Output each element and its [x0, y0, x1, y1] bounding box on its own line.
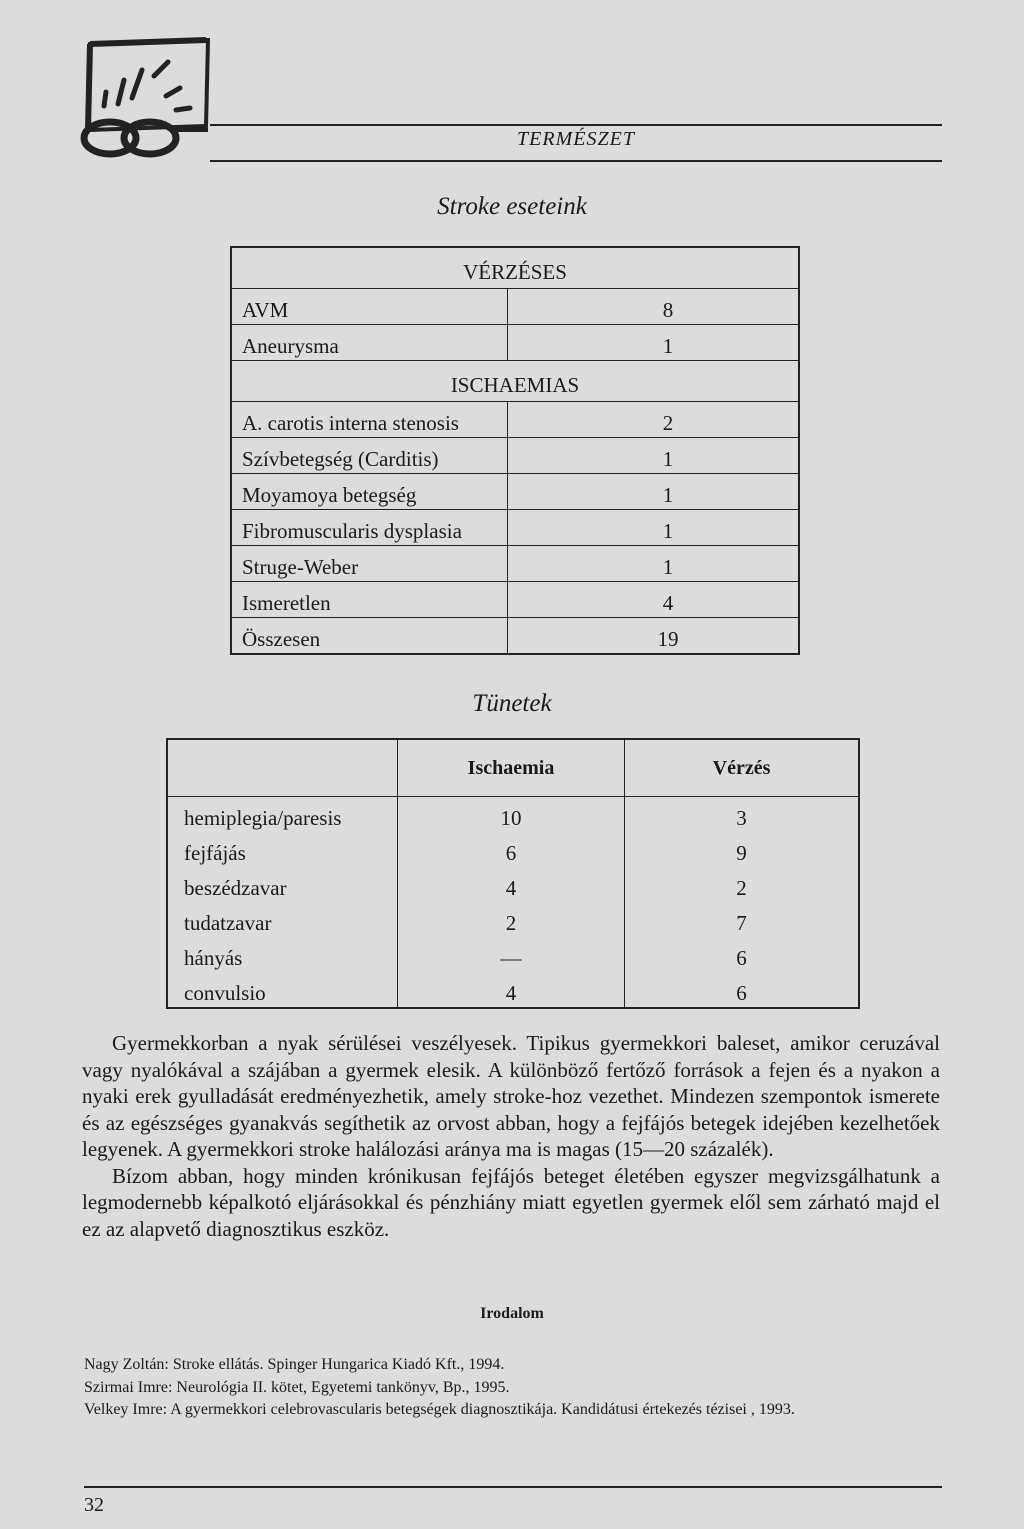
row-label: Aneurysma	[232, 325, 508, 360]
row-label: A. carotis interna stenosis	[232, 402, 508, 437]
table-row	[232, 438, 798, 474]
symptom-cell: convulsio	[168, 972, 398, 1007]
references-title: Irodalom	[480, 1305, 544, 1322]
references-list	[84, 1354, 954, 1422]
table-row	[232, 510, 798, 546]
header-cell	[168, 740, 398, 796]
symptom-cell: fejfájás	[168, 832, 398, 867]
row-value: 1	[662, 519, 674, 543]
ischaemia-cell: 6	[398, 832, 625, 867]
table-row	[168, 937, 858, 972]
symptom-cell: hányás	[168, 937, 398, 972]
symptom-cell: beszédzavar	[168, 867, 398, 902]
bleeding-cell: 6	[736, 946, 747, 970]
group-title-bleeding: VÉRZÉSES	[232, 248, 798, 289]
row-label: Szívbetegség (Carditis)	[232, 438, 508, 473]
row-value: 19	[657, 627, 679, 651]
footer-rule	[84, 1486, 942, 1488]
row-value: 1	[662, 447, 674, 471]
row-label: Struge-Weber	[232, 546, 508, 581]
reference-item: Szirmai Imre: Neurológia II. kötet, Egyetemi tankönyv, Bp., 1995.	[84, 1378, 510, 1396]
table-row	[232, 546, 798, 582]
row-label: Fibromuscularis dysplasia	[232, 510, 508, 545]
reference-item: Velkey Imre: A gyermekkori celebrovascularis betegségek diagnosztikája. Kandidátusi értekezés tézisei , 1993.	[84, 1401, 795, 1418]
body-text	[82, 1030, 940, 1242]
table-row	[168, 972, 858, 1007]
paragraph: Gyermekkorban a nyak sérülései veszélyesek. Tipikus gyermekkori baleset, amikor ceruzával vagy nyalókával a szájában a gyermek elesik. A különböző fertőző források a fejen és a nyakon a nyaki erek gyulladását eredményezhetik, amely stroke-hoz vezethet. Mindezen szempontok ismerete és az egészséges gyanakvás segíthetik az orvost abban, hogy a fejfájós betegek idejében kezelhetőek legyenek. A gyermekkori stroke halálozási aránya ma is magas (15—20 százalék).	[82, 1031, 940, 1161]
header-cell: Ischaemia	[398, 740, 625, 796]
page-number: 32	[84, 1494, 104, 1516]
row-label: AVM	[232, 289, 508, 324]
row-value: 1	[662, 334, 674, 358]
ischaemia-cell: 4	[398, 972, 625, 1007]
stroke-cases-table	[230, 246, 800, 655]
row-label: Ismeretlen	[232, 582, 508, 617]
table-row	[232, 289, 798, 325]
row-label: Moyamoya betegség	[232, 474, 508, 509]
stroke-table-caption: Stroke eseteink	[437, 193, 587, 220]
table-row	[168, 832, 858, 867]
bleeding-cell: 3	[736, 806, 747, 830]
row-value: 8	[662, 298, 674, 322]
row-value: 1	[662, 483, 674, 507]
symptoms-table-caption: Tünetek	[472, 690, 552, 717]
symptom-cell: tudatzavar	[168, 902, 398, 937]
bleeding-cell: 9	[736, 841, 747, 865]
row-value: 4	[662, 591, 674, 615]
ischaemia-cell: 10	[398, 797, 625, 832]
group-title-ischaemic: ISCHAEMIAS	[232, 361, 798, 402]
header-rule-top	[210, 124, 942, 126]
table-row	[168, 797, 858, 832]
table-row	[168, 902, 858, 937]
row-value: 2	[662, 411, 674, 435]
ischaemia-cell: —	[398, 937, 625, 972]
header-rule-bottom	[210, 160, 942, 162]
reference-item: Nagy Zoltán: Stroke ellátás. Spinger Hungarica Kiadó Kft., 1994.	[84, 1356, 505, 1373]
bleeding-cell: 2	[736, 876, 747, 900]
section-logo-icon	[80, 34, 210, 160]
header-cell: Vérzés	[712, 757, 771, 779]
ischaemia-cell: 4	[398, 867, 625, 902]
row-value: 1	[662, 555, 674, 579]
symptom-cell: hemiplegia/paresis	[168, 797, 398, 832]
symptoms-table	[166, 738, 860, 1009]
section-title: TERMÉSZET	[517, 128, 635, 150]
table-row-total	[232, 618, 798, 653]
table-row	[232, 582, 798, 618]
bleeding-cell: 7	[736, 911, 747, 935]
row-label: Összesen	[232, 618, 508, 653]
table-row	[168, 867, 858, 902]
table-row	[232, 474, 798, 510]
paragraph: Bízom abban, hogy minden krónikusan fejfájós beteget életében egyszer megvizsgálhatunk a legmodernebb képalkotó eljárásokkal és pénzhiány miatt egyetlen gyermek elől sem zárható majd el ez az alapvető diagnosztikus eszköz.	[82, 1163, 940, 1241]
ischaemia-cell: 2	[398, 902, 625, 937]
table-row	[232, 325, 798, 361]
bleeding-cell: 6	[736, 981, 747, 1005]
table-header-row	[168, 740, 858, 797]
table-row	[232, 402, 798, 438]
